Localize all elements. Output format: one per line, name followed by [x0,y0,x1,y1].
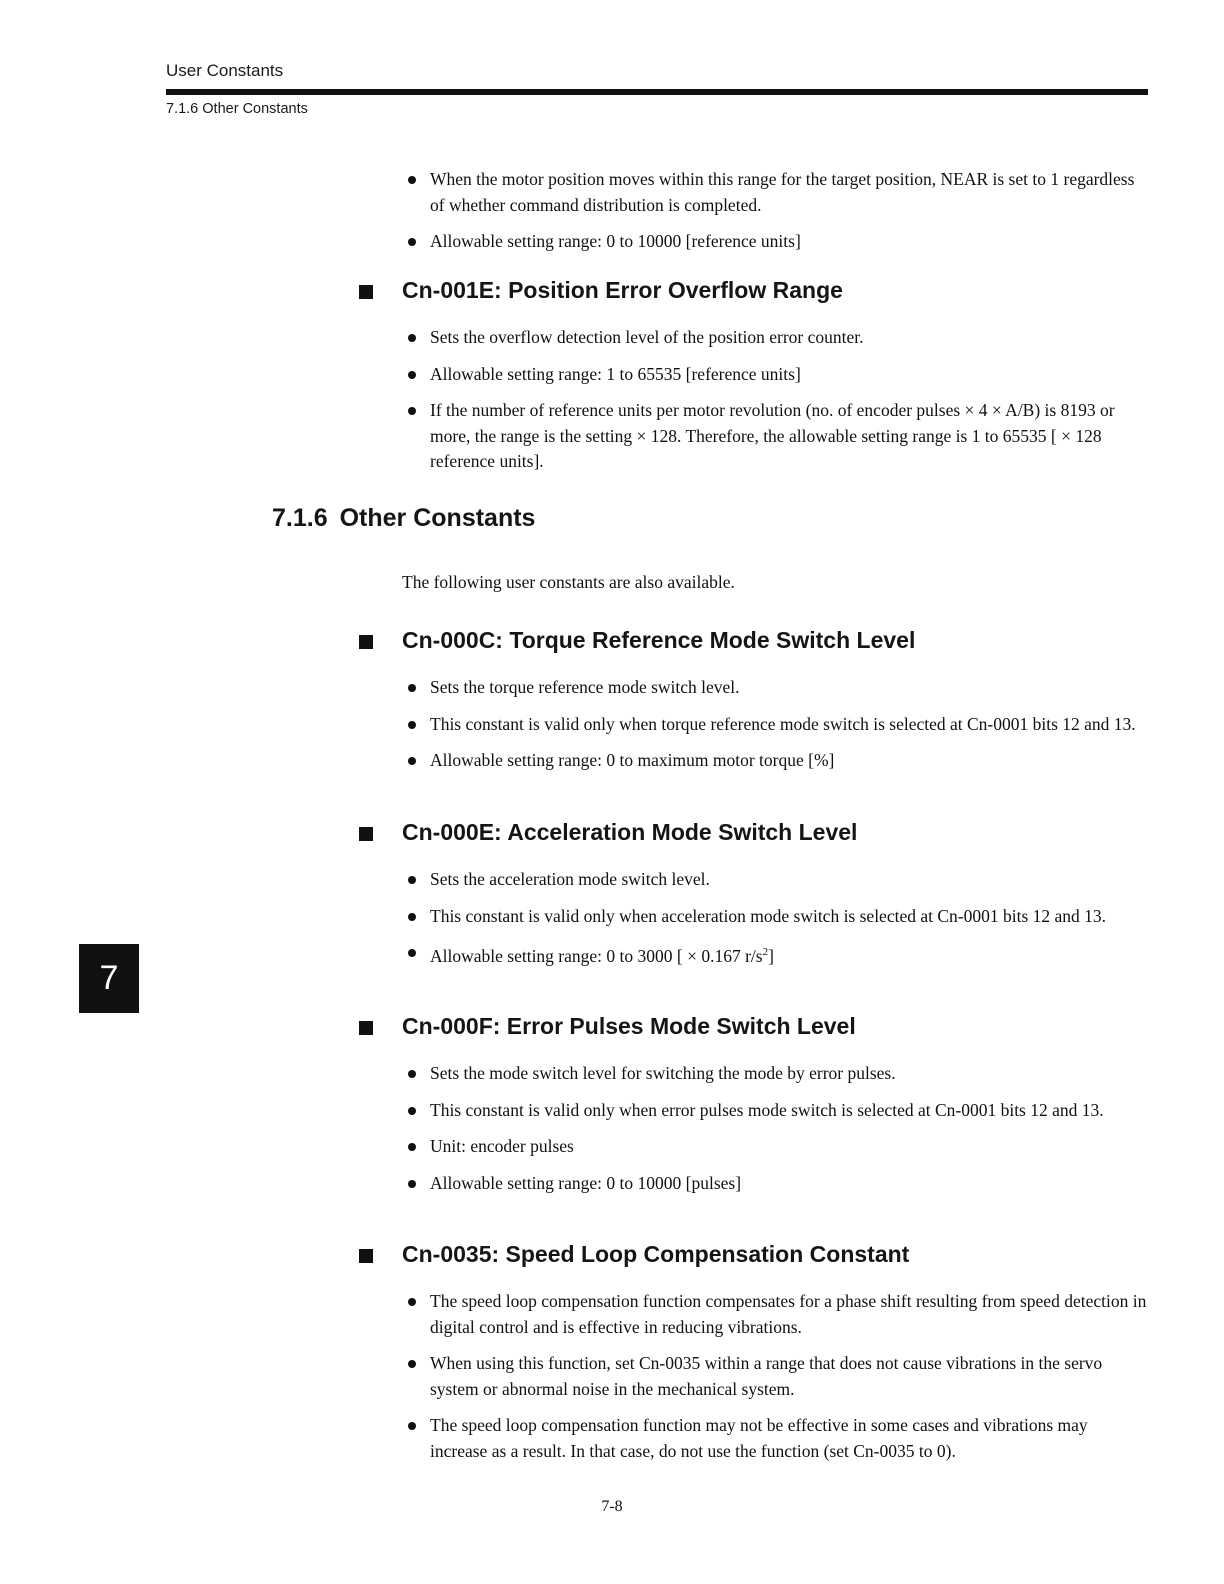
bullet-icon [408,334,416,342]
cn-0035-heading: Cn-0035: Speed Loop Compensation Constant [356,1241,1148,1275]
list-item: This constant is valid only when error pulses mode switch is selected at Cn-0001 bits 12 and 13. [356,1098,1148,1124]
list-item: When using this function, set Cn-0035 within a range that does not cause vibrations in the servo system or abnormal noise in the mechanical system. [356,1351,1148,1402]
bullet-icon [408,1422,416,1430]
square-bullet-icon [359,827,373,841]
cn-000e-section [356,819,1148,980]
list-item: The speed loop compensation function compensates for a phase shift resulting from speed detection in digital control and is effective in reducing vibrations. [356,1289,1148,1340]
cn-000c-section [356,627,1148,785]
list-item: If the number of reference units per motor revolution (no. of encoder pulses × 4 × A/B) is 8193 or more, the range is the setting × 128. Therefore, the allowable setting range is 1 to 65535 [ × 128 reference units]. [356,398,1148,475]
bullet-icon [408,1070,416,1078]
list-item: Allowable setting range: 1 to 65535 [reference units] [356,362,1148,388]
header-rule [166,89,1148,95]
bullet-icon [408,1298,416,1306]
bullet-icon [408,238,416,246]
bullet-icon [408,949,416,957]
square-bullet-icon [359,635,373,649]
bullet-icon [408,1107,416,1115]
bullet-icon [408,407,416,415]
cn-000f-section [356,1013,1148,1207]
cn-000c-heading: Cn-000C: Torque Reference Mode Switch Level [356,627,1148,661]
bullet-icon [408,371,416,379]
cn-001e-heading: Cn-001E: Position Error Overflow Range [356,277,1148,311]
bullet-icon [408,913,416,921]
section-title: 7.1.6 Other Constants [272,504,536,532]
bullet-icon [408,1360,416,1368]
square-bullet-icon [359,285,373,299]
bullet-icon [408,176,416,184]
bullet-icon [408,1180,416,1188]
chapter-tab: 7 [79,944,139,1013]
cn-000f-heading: Cn-000F: Error Pulses Mode Switch Level [356,1013,1148,1047]
list-item: Sets the overflow detection level of the position error counter. [356,325,1148,351]
cn-0035-section [356,1241,1148,1475]
cn-001e-section [356,277,1148,486]
bullet-icon [408,721,416,729]
list-item: When the motor position moves within this range for the target position, NEAR is set to 1 regardless of whether command distribution is completed. [356,167,1148,218]
running-header-subtitle: 7.1.6 Other Constants [166,101,308,117]
square-bullet-icon [359,1021,373,1035]
square-bullet-icon [359,1249,373,1263]
list-item: Sets the torque reference mode switch level. [356,675,1148,701]
bullet-icon [408,1143,416,1151]
bullet-icon [408,684,416,692]
list-item: The speed loop compensation function may not be effective in some cases and vibrations may increase as a result. In that case, do not use the function (set Cn-0035 to 0). [356,1413,1148,1464]
bullet-icon [408,876,416,884]
bullet-icon [408,757,416,765]
list-item: Allowable setting range: 0 to maximum motor torque [%] [356,748,1148,774]
page-number: 7-8 [601,1498,623,1515]
list-item: Sets the mode switch level for switching the mode by error pulses. [356,1061,1148,1087]
cn-000e-heading: Cn-000E: Acceleration Mode Switch Level [356,819,1148,853]
list-item: Sets the acceleration mode switch level. [356,867,1148,893]
continued-bullets [356,167,1148,266]
list-item: Allowable setting range: 0 to 3000 [ × 0.167 $r/s^2$] [356,940,1148,969]
list-item: This constant is valid only when torque reference mode switch is selected at Cn-0001 bits 12 and 13. [356,712,1148,738]
running-header-title: User Constants [166,61,284,80]
list-item: This constant is valid only when acceleration mode switch is selected at Cn-0001 bits 12 and 13. [356,904,1148,930]
section-intro: The following user constants are also available. [402,572,735,592]
list-item: Allowable setting range: 0 to 10000 [pulses] [356,1171,1148,1197]
list-item: Unit: encoder pulses [356,1134,1148,1160]
list-item: Allowable setting range: 0 to 10000 [reference units] [356,229,1148,255]
